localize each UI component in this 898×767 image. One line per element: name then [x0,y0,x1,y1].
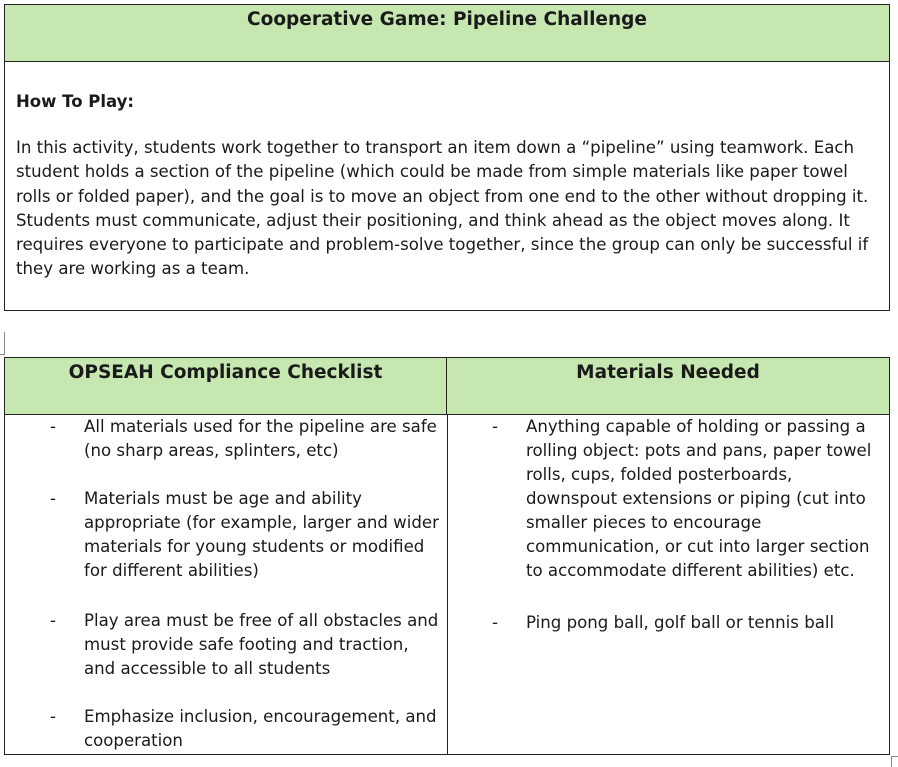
bullet-dash: - [50,417,56,436]
title-header-row [5,5,889,62]
bullet-dash: - [492,613,498,632]
how-to-play-table [4,4,890,311]
checklist-header-cell [5,358,447,415]
checklist-item-text: Play area must be free of all obstacles and must provide safe footing and traction, and accessible to all students [84,611,439,678]
how-to-play-text: In this activity, students work together to transport an item down a “pipeline” using teamwork. Each student holds a section of the pipeline (which could be made from simple materials like paper towel rolls or folded paper), and the goal is to move an object from one end to the other without dropping it. Students must communicate, adjust their positioning, and think ahead as the object moves along. It requires everyone to participate and problem-solve together, since the group can only be successful if they are working as a team. [16,138,869,279]
page-edge-marker [0,332,5,355]
checklist-header: OPSEAH Compliance Checklist [68,362,383,383]
materials-header-cell [447,358,889,415]
materials-item-text: Ping pong ball, golf ball or tennis ball [526,613,835,632]
checklist-item-text: Emphasize inclusion, encouragement, and cooperation [84,707,437,750]
bullet-dash: - [50,489,56,508]
bullet-dash: - [492,417,498,436]
how-to-play-label: How To Play: [16,92,135,111]
page-corner-marker [891,756,898,767]
checklist-item-text: Materials must be age and ability appropriate (for example, larger and wider materials for young students or modified for different abilities) [84,489,439,580]
column-divider [447,415,448,754]
checklist-item-text: All materials used for the pipeline are safe (no sharp areas, splinters, etc) [84,417,437,460]
materials-header: Materials Needed [576,362,760,383]
bullet-dash: - [50,611,56,630]
checklist-materials-table [4,357,890,755]
game-title: Cooperative Game: Pipeline Challenge [247,9,647,30]
materials-item-text: Anything capable of holding or passing a rolling object: pots and pans, paper towel rolls, cups, folded posterboards, downspout extensions or piping (cut into smaller pieces to encourage communication, or cut into larger section to accommodate different abilities) etc. [526,417,872,580]
bullet-dash: - [50,707,56,726]
